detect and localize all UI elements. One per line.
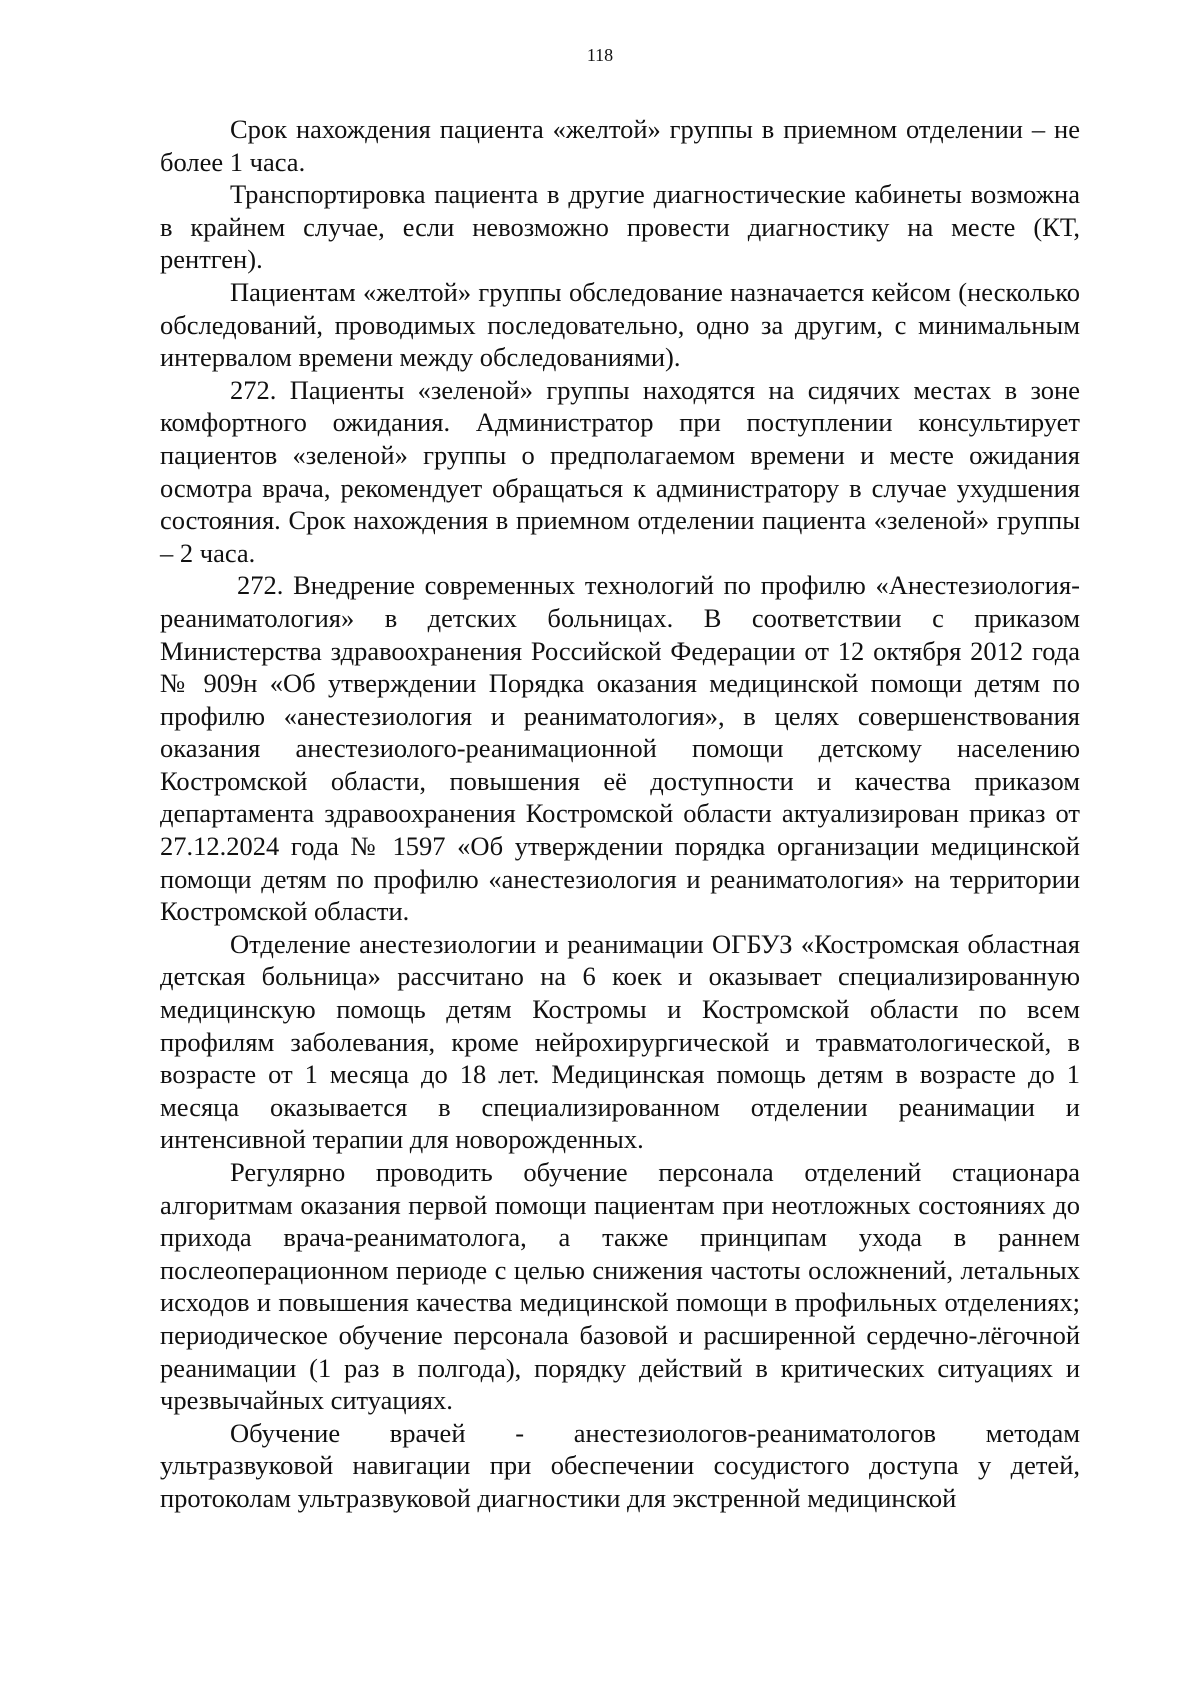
paragraph-yellow-group-time: Срок нахождения пациента «желтой» группы в приемном отделении – не более 1 часа.	[160, 114, 1080, 177]
paragraph-staff-training: Регулярно проводить обучение персонала отделений стационара алгоритмам оказания первой помощи пациентам при неотложных состояниях до прихода врача-реаниматолога, а также принципам ухода в раннем послеоперационном периоде с целью снижения частоты осложнений, летальных исходов и повышения качества медицинской помощи в профильных отделениях; периодическое обучение персонала базовой и расширенной сердечно-лёгочной реанимации (1 раз в полгода), порядку действий в критических ситуациях и чрезвычайных ситуациях.	[160, 1157, 1080, 1416]
paragraph-yellow-group-examination: Пациентам «желтой» группы обследование назначается кейсом (несколько обследований, проводимых последовательно, одно за другим, с минимальным интервалом времени между обследованиями).	[160, 276, 1080, 373]
paragraph-ultrasound-training: Обучение врачей - анестезиологов-реаниматологов методам ультразвуковой навигации при обеспечении сосудистого доступа у детей, протоколам ультразвуковой диагностики для экстренной медицинской	[160, 1417, 1080, 1513]
paragraph-transportation: Транспортировка пациента в другие диагностические кабинеты возможна в крайнем случае, если невозможно провести диагностику на месте (КТ, рентген).	[160, 179, 1080, 275]
paragraph-anesthesiology-technologies: 272. Внедрение современных технологий по профилю «Анестезиология-реаниматология» в детских больницах. В соответствии с приказом Министерства здравоохранения Российской Федерации от 12 октября 2012 года № 909н «Об утверждении Порядка оказания медицинской помощи детям по профилю «анестезиология и реаниматология», в целях совершенствования оказания анестезиолого-реанимационной помощи детскому населению Костромской области, повышения её доступности и качества приказом департамента здравоохранения Костромской области актуализирован приказ от 27.12.2024 года № 1597 «Об утверждении порядка организации медицинской помощи детям по профилю «анестезиология и реаниматология» на территории Костромской области.	[160, 570, 1080, 927]
paragraph-department-description: Отделение анестезиологии и реанимации ОГБУЗ «Костромская областная детская больница» рассчитано на 6 коек и оказывает специализированную медицинскую помощь детям Костромы и Костромской области по всем профилям заболевания, кроме нейрохирургической и травматологической, в возрасте от 1 месяца до 18 лет. Медицинская помощь детям в возрасте до 1 месяца оказывается в специализированном отделении реанимации и интенсивной терапии для новорожденных.	[160, 928, 1080, 1155]
document-body	[160, 113, 1080, 1515]
paragraph-green-group: 272. Пациенты «зеленой» группы находятся на сидячих местах в зоне комфортного ожидания. Администратор при поступлении консультирует пациентов «зеленой» группы о предполагаемом времени и месте ожидания осмотра врача, рекомендует обращаться к администратору в случае ухудшения состояния. Срок нахождения в приемном отделении пациента «зеленой» группы – 2 часа.	[160, 374, 1080, 568]
page-number: 118	[586, 45, 614, 65]
